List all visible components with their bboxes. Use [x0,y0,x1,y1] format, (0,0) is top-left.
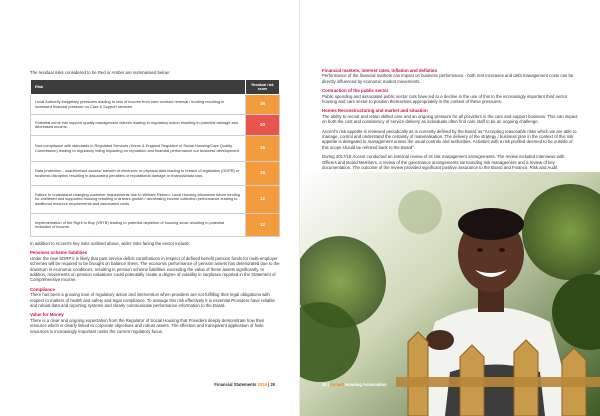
section-heading: Pensions scheme liabilities [30,250,88,256]
table-row [31,214,280,237]
section-pensions [30,250,280,282]
risk-description: Data protection - unauthorised access/ transfer of electronic or physical data leading to breach of legislation (GDPR) or business disruption resulting in associated penalties or reputational damage or financial/data loss. [31,162,246,186]
section-heading: Value for Money [30,312,64,318]
section-compliance [30,287,280,309]
risk-score-badge: 15 [246,95,280,115]
section-public-sector [322,88,578,104]
footer-brand: Accent [330,382,344,387]
right-body-text [322,68,578,180]
right-page-footer [322,382,387,387]
table-row [31,136,280,162]
risk-description: Non-compliance with standards in Regulated Services (Home & England Regulator of Social Housing/Care Quality Commission) leading to regulatory rating impacting on reputation and financial performance our business development. [31,136,246,162]
risk-score-badge: 12 [246,186,280,214]
page-number: 29 [270,382,275,387]
risk-score-badge: 12 [246,214,280,237]
addition-text: In addition to Accent's key risks outlined above, wider risks facing the sector include: [30,241,191,246]
section-text: Public spending and associated public sector cuts have led to a decline in the use of this to the increasingly important third sector housing and care sector to position themselves appropriately in the context of these pressures. [322,93,568,105]
table-row [31,115,280,136]
footer-year: 2019 [257,382,267,387]
footer-separator: | [327,382,330,387]
section-text: There has been a growing tone of regulatory action and intervention when providers are not fulfilling their legal obligations with respect to matters of health and safety and legal compliance. To manage this risk effectively it is essential Providers have reliable and robust data and reporting systems and clearly communicate performance information to the Board. [30,292,275,309]
footer-separator: | [267,382,270,387]
page-number: 30 [322,382,327,387]
left-page-footer [214,382,275,387]
section-text: Performance of the financial markets can impact on business performance - both rent increases and debt management costs can be directly influenced by economic market movements. [322,73,574,84]
photo-illustration [300,172,600,416]
risk-score-badge: 15 [246,136,280,162]
risk-column-header: Risk [31,80,246,95]
section-heading: Contraction of the public sector [322,88,389,94]
footer-title: Financial Statements [214,382,257,387]
section-financial-markets [322,68,578,84]
photo-young-man-fence [300,172,600,416]
section-text: There is a clear and ongoing expectation from the Regulator of Social Housing that Providers deeply demonstrate how their resource which is clearly linked to corporate objectives and robust assets. The effective and transparent application of finite resources is increasingly important under the current regulatory focus. [30,317,265,334]
risk-description: Failure to understand changing customer requirements due to Welfare Reform, Local Housing Allowance future funding for sheltered and supported housing resulting in arrears growth / decreasing income collection performance leading to additional resource requirements and associated costs. [31,186,246,214]
section-heading: Compliance [30,286,55,292]
section-text: Under the new SORP it is likely that past service deficit contributions in respect of defined benefit pension funds for multi-employer schemes will be required to be brought on balance sheet. The economic performance of pension assets has deteriorated due to the downturn in economic conditions, resulting in pension scheme liabilities exceeding the value of these assets significantly. In addition, movements on pension valuations could potentially create a degree of volatility in surpluses reported in the Statement of Comprehensive Income. [30,255,280,283]
rating-column-header: Residual risk score [246,80,280,95]
left-body-text [30,241,280,338]
intro-text: The residual risks considered to be Red or Amber are summarised below: [30,70,170,75]
risk-table [30,79,280,237]
footer-title: Housing Association [345,382,387,387]
risk-table-header [31,80,280,95]
section-recruitment [322,108,578,124]
section-value-for-money [30,312,280,334]
external-review-paragraph: During 2017/18 Accent conducted an external review of its risk management arrangements. The review included interviews with Officers and Board Members, a review of the governance arrangements surrounding risk management and a review of key documentation. The outcome of the review provided significant positive assurance to the Board and Finance, Risk and Audit [322,154,565,171]
risk-score-badge: 20 [246,115,280,136]
section-text: The ability to recruit and retain skilled care and an ongoing pressure for all providers in the care and support business. This can impact on both the cost and consistency of service delivery as individuals often find care staff to be an ongoing challenge. [322,113,578,125]
risk-appetite-paragraph: Accent's risk appetite is reviewed periodically as is currently defined by the Board as "Accepting reasonable risks which we are able to manage, control and understand the certainty of materialisation. The delivery of the strategy / business plan in the context of this risk appetite is delegated to management unless the usual controls and authorities. Activities with a risk profiled deemed to be outside of this scope should be referred back to the Board". [322,128,577,150]
section-heading: Homes Reconstructuring and market and situation [322,108,428,114]
risk-score-badge: 16 [246,162,280,186]
risk-description: Potential come into support quality management failures leading to regulatory action resulting in potential damage and decreased income. [31,115,246,136]
risk-description: Local Authority budgetary pressures leading to loss of income from care contract renewal / funding resulting in increased financial pressure on Care & Support services. [31,95,246,115]
table-row [31,162,280,186]
section-heading: Financial markets, interest rates, inflation and deflation [322,68,438,73]
table-row [31,186,280,214]
risk-description: Implementation of the Right to Buy (VRTB) leading to potential depletion of housing stock resulting in potential reduction of income. [31,214,246,237]
table-row [31,95,280,115]
right-page [300,0,600,416]
